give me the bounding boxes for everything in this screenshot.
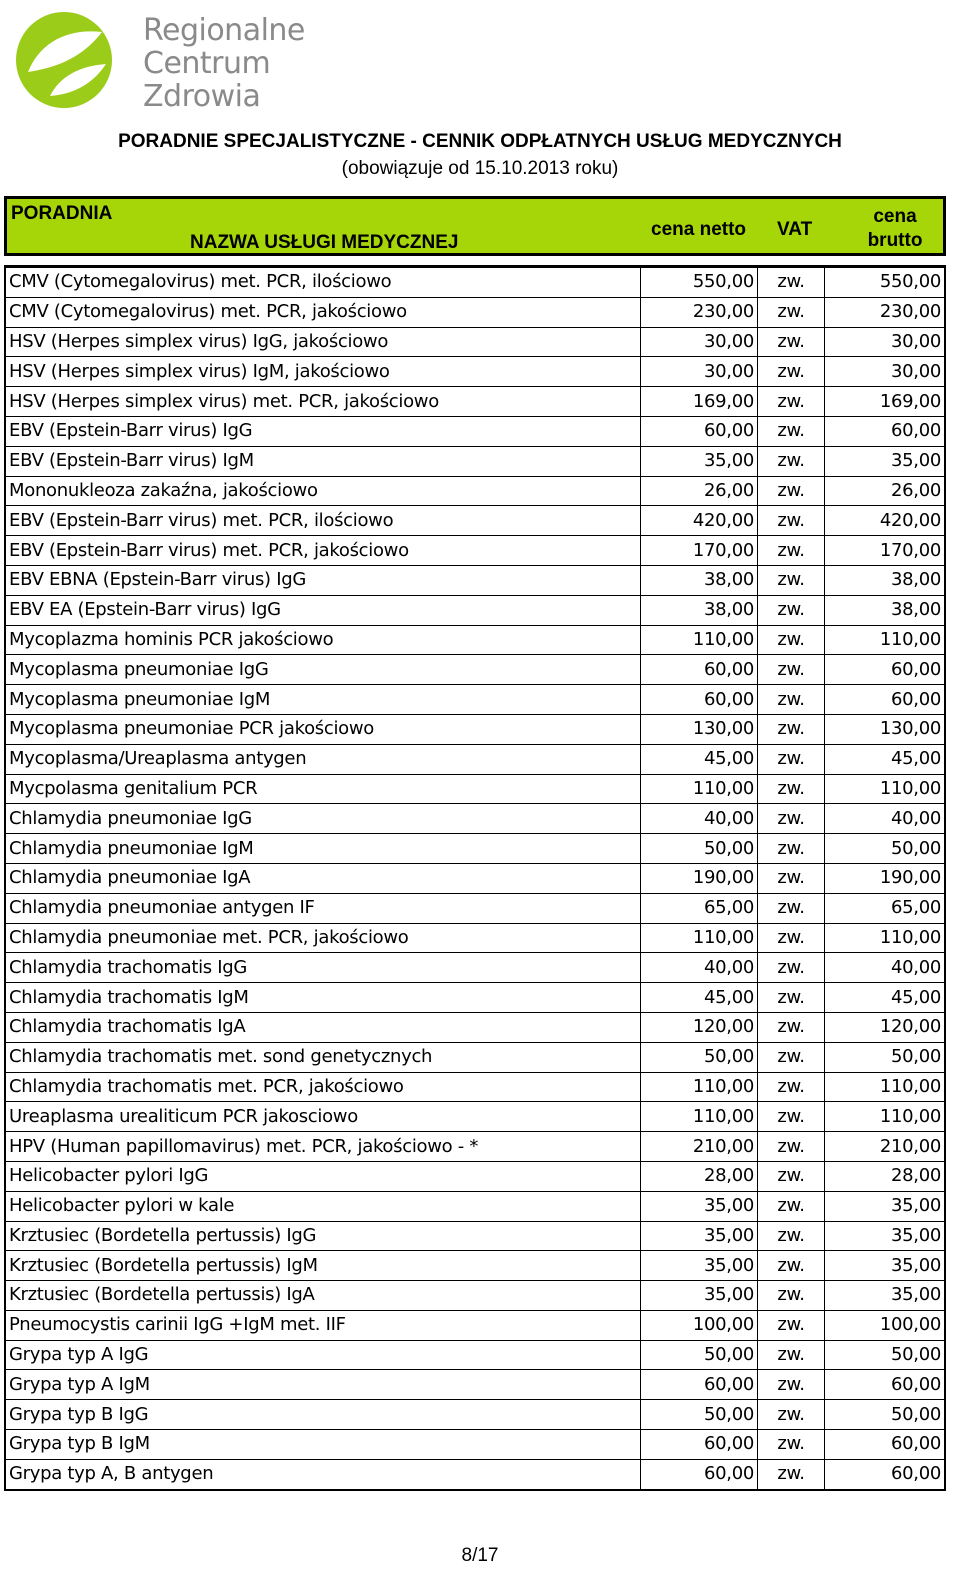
- vat-cell: zw.: [758, 834, 825, 864]
- net-price-cell: 550,00: [641, 267, 758, 298]
- service-name-cell: HSV (Herpes simplex virus) IgM, jakościowo: [5, 357, 641, 387]
- leaf-logo-icon: [10, 10, 122, 110]
- service-name-cell: Chlamydia pneumoniae antygen IF: [5, 893, 641, 923]
- service-name-cell: EBV (Epstein-Barr virus) met. PCR, ilościowo: [5, 506, 641, 536]
- table-row: [5, 267, 945, 298]
- vat-cell: zw.: [758, 953, 825, 983]
- table-row: [5, 685, 945, 715]
- gross-price-cell: 30,00: [825, 357, 946, 387]
- table-row: [5, 923, 945, 953]
- vat-cell: zw.: [758, 1161, 825, 1191]
- net-price-cell: 100,00: [641, 1310, 758, 1340]
- page-number: 8/17: [461, 1545, 499, 1566]
- table-row: [5, 1102, 945, 1132]
- table-row: [5, 1459, 945, 1489]
- vat-cell: zw.: [758, 774, 825, 804]
- vat-cell: zw.: [758, 923, 825, 953]
- net-price-cell: 60,00: [641, 1370, 758, 1400]
- vat-cell: zw.: [758, 804, 825, 834]
- net-price-cell: 110,00: [641, 774, 758, 804]
- service-name-cell: EBV EBNA (Epstein-Barr virus) IgG: [5, 565, 641, 595]
- net-price-cell: 110,00: [641, 1072, 758, 1102]
- service-name-cell: Pneumocystis carinii IgG +IgM met. IIF: [5, 1310, 641, 1340]
- net-price-cell: 230,00: [641, 297, 758, 327]
- table-row: [5, 1161, 945, 1191]
- gross-price-cell: 30,00: [825, 327, 946, 357]
- gross-price-cell: 60,00: [825, 1370, 946, 1400]
- vat-cell: zw.: [758, 416, 825, 446]
- net-price-cell: 45,00: [641, 744, 758, 774]
- service-name-cell: EBV (Epstein-Barr virus) IgM: [5, 446, 641, 476]
- table-row: [5, 625, 945, 655]
- net-price-cell: 60,00: [641, 655, 758, 685]
- table-header: [4, 196, 946, 256]
- header-poradnia: PORADNIA: [11, 203, 113, 224]
- net-price-cell: 50,00: [641, 1400, 758, 1430]
- service-name-cell: HSV (Herpes simplex virus) IgG, jakościowo: [5, 327, 641, 357]
- service-name-cell: HPV (Human papillomavirus) met. PCR, jakościowo - *: [5, 1132, 641, 1162]
- gross-price-cell: 210,00: [825, 1132, 946, 1162]
- gross-price-cell: 420,00: [825, 506, 946, 536]
- net-price-cell: 38,00: [641, 595, 758, 625]
- service-name-cell: CMV (Cytomegalovirus) met. PCR, ilościowo: [5, 267, 641, 298]
- logo-wordmark: [143, 14, 343, 113]
- document-title: PORADNIE SPECJALISTYCZNE - CENNIK ODPŁATNYCH USŁUG MEDYCZNYCH: [118, 131, 842, 152]
- table-row: [5, 655, 945, 685]
- gross-price-cell: 50,00: [825, 1340, 946, 1370]
- service-name-cell: HSV (Herpes simplex virus) met. PCR, jakościowo: [5, 387, 641, 417]
- vat-cell: zw.: [758, 983, 825, 1013]
- table-row: [5, 1012, 945, 1042]
- net-price-cell: 60,00: [641, 685, 758, 715]
- vat-cell: zw.: [758, 1102, 825, 1132]
- vat-cell: zw.: [758, 1459, 825, 1489]
- service-name-cell: Mycoplazma hominis PCR jakościowo: [5, 625, 641, 655]
- gross-price-cell: 40,00: [825, 804, 946, 834]
- table-row: [5, 416, 945, 446]
- vat-cell: zw.: [758, 1370, 825, 1400]
- table-row: [5, 893, 945, 923]
- gross-price-cell: 110,00: [825, 1102, 946, 1132]
- logo: [10, 10, 340, 115]
- table-row: [5, 1191, 945, 1221]
- net-price-cell: 35,00: [641, 1221, 758, 1251]
- gross-price-cell: 28,00: [825, 1161, 946, 1191]
- service-name-cell: Krztusiec (Bordetella pertussis) IgG: [5, 1221, 641, 1251]
- vat-cell: zw.: [758, 476, 825, 506]
- table-row: [5, 327, 945, 357]
- service-name-cell: Grypa typ B IgG: [5, 1400, 641, 1430]
- table-row: [5, 297, 945, 327]
- table-row: [5, 357, 945, 387]
- table-row: [5, 506, 945, 536]
- vat-cell: zw.: [758, 536, 825, 566]
- gross-price-cell: 35,00: [825, 1221, 946, 1251]
- service-name-cell: Grypa typ A, B antygen: [5, 1459, 641, 1489]
- vat-cell: zw.: [758, 1251, 825, 1281]
- net-price-cell: 120,00: [641, 1012, 758, 1042]
- vat-cell: zw.: [758, 863, 825, 893]
- net-price-cell: 30,00: [641, 357, 758, 387]
- service-name-cell: Chlamydia pneumoniae met. PCR, jakościowo: [5, 923, 641, 953]
- table-row: [5, 1042, 945, 1072]
- header-vat: VAT: [777, 219, 813, 240]
- table-row: [5, 565, 945, 595]
- header-gross-line-2: brutto: [867, 230, 923, 251]
- vat-cell: zw.: [758, 744, 825, 774]
- gross-price-cell: 26,00: [825, 476, 946, 506]
- gross-price-cell: 65,00: [825, 893, 946, 923]
- vat-cell: zw.: [758, 1042, 825, 1072]
- table-row: [5, 1310, 945, 1340]
- net-price-cell: 30,00: [641, 327, 758, 357]
- vat-cell: zw.: [758, 327, 825, 357]
- table-row: [5, 983, 945, 1013]
- table-row: [5, 1221, 945, 1251]
- vat-cell: zw.: [758, 595, 825, 625]
- table-row: [5, 446, 945, 476]
- table-row: [5, 536, 945, 566]
- service-name-cell: Helicobacter pylori IgG: [5, 1161, 641, 1191]
- document-subtitle: (obowiązuje od 15.10.2013 roku): [341, 158, 619, 179]
- table-row: [5, 714, 945, 744]
- vat-cell: zw.: [758, 1310, 825, 1340]
- vat-cell: zw.: [758, 1012, 825, 1042]
- net-price-cell: 50,00: [641, 1340, 758, 1370]
- net-price-cell: 420,00: [641, 506, 758, 536]
- table-row: [5, 1430, 945, 1460]
- gross-price-cell: 35,00: [825, 446, 946, 476]
- table-row: [5, 1340, 945, 1370]
- service-name-cell: Chlamydia pneumoniae IgA: [5, 863, 641, 893]
- net-price-cell: 35,00: [641, 446, 758, 476]
- service-name-cell: Chlamydia pneumoniae IgM: [5, 834, 641, 864]
- gross-price-cell: 190,00: [825, 863, 946, 893]
- vat-cell: zw.: [758, 387, 825, 417]
- header-gross-price: [855, 205, 935, 253]
- gross-price-cell: 50,00: [825, 1042, 946, 1072]
- table-row: [5, 744, 945, 774]
- service-name-cell: Chlamydia pneumoniae IgG: [5, 804, 641, 834]
- gross-price-cell: 60,00: [825, 685, 946, 715]
- service-name-cell: Chlamydia trachomatis IgA: [5, 1012, 641, 1042]
- table-row: [5, 1072, 945, 1102]
- gross-price-cell: 40,00: [825, 953, 946, 983]
- table-row: [5, 1400, 945, 1430]
- gross-price-cell: 110,00: [825, 625, 946, 655]
- header-net-price: cena netto: [651, 219, 747, 240]
- gross-price-cell: 130,00: [825, 714, 946, 744]
- vat-cell: zw.: [758, 655, 825, 685]
- service-name-cell: Mycoplasma pneumoniae IgG: [5, 655, 641, 685]
- service-name-cell: EBV EA (Epstein-Barr virus) IgG: [5, 595, 641, 625]
- gross-price-cell: 35,00: [825, 1251, 946, 1281]
- gross-price-cell: 110,00: [825, 1072, 946, 1102]
- service-name-cell: Helicobacter pylori w kale: [5, 1191, 641, 1221]
- service-name-cell: EBV (Epstein-Barr virus) met. PCR, jakościowo: [5, 536, 641, 566]
- net-price-cell: 110,00: [641, 1102, 758, 1132]
- gross-price-cell: 38,00: [825, 565, 946, 595]
- net-price-cell: 40,00: [641, 953, 758, 983]
- gross-price-cell: 45,00: [825, 744, 946, 774]
- table-row: [5, 774, 945, 804]
- net-price-cell: 28,00: [641, 1161, 758, 1191]
- logo-line-3: Zdrowia: [143, 79, 261, 114]
- service-name-cell: Chlamydia trachomatis IgG: [5, 953, 641, 983]
- table-row: [5, 1281, 945, 1311]
- net-price-cell: 170,00: [641, 536, 758, 566]
- service-name-cell: Chlamydia trachomatis IgM: [5, 983, 641, 1013]
- net-price-cell: 45,00: [641, 983, 758, 1013]
- gross-price-cell: 60,00: [825, 416, 946, 446]
- gross-price-cell: 38,00: [825, 595, 946, 625]
- net-price-cell: 169,00: [641, 387, 758, 417]
- vat-cell: zw.: [758, 1072, 825, 1102]
- net-price-cell: 26,00: [641, 476, 758, 506]
- gross-price-cell: 35,00: [825, 1281, 946, 1311]
- table-row: [5, 1132, 945, 1162]
- net-price-cell: 60,00: [641, 1459, 758, 1489]
- price-table: [4, 265, 946, 1491]
- gross-price-cell: 100,00: [825, 1310, 946, 1340]
- gross-price-cell: 170,00: [825, 536, 946, 566]
- gross-price-cell: 169,00: [825, 387, 946, 417]
- gross-price-cell: 50,00: [825, 834, 946, 864]
- logo-line-2: Centrum: [143, 46, 271, 81]
- net-price-cell: 50,00: [641, 1042, 758, 1072]
- net-price-cell: 38,00: [641, 565, 758, 595]
- net-price-cell: 210,00: [641, 1132, 758, 1162]
- net-price-cell: 50,00: [641, 834, 758, 864]
- header-service-name: NAZWA USŁUGI MEDYCZNEJ: [190, 232, 459, 253]
- table-row: [5, 863, 945, 893]
- net-price-cell: 110,00: [641, 923, 758, 953]
- gross-price-cell: 60,00: [825, 1459, 946, 1489]
- vat-cell: zw.: [758, 297, 825, 327]
- logo-line-1: Regionalne: [143, 13, 305, 48]
- vat-cell: zw.: [758, 1430, 825, 1460]
- service-name-cell: Grypa typ A IgG: [5, 1340, 641, 1370]
- vat-cell: zw.: [758, 893, 825, 923]
- service-name-cell: Grypa typ A IgM: [5, 1370, 641, 1400]
- service-name-cell: Krztusiec (Bordetella pertussis) IgM: [5, 1251, 641, 1281]
- table-row: [5, 953, 945, 983]
- vat-cell: zw.: [758, 446, 825, 476]
- vat-cell: zw.: [758, 1191, 825, 1221]
- service-name-cell: Chlamydia trachomatis met. PCR, jakościowo: [5, 1072, 641, 1102]
- gross-price-cell: 45,00: [825, 983, 946, 1013]
- service-name-cell: Chlamydia trachomatis met. sond genetycznych: [5, 1042, 641, 1072]
- vat-cell: zw.: [758, 1132, 825, 1162]
- net-price-cell: 190,00: [641, 863, 758, 893]
- gross-price-cell: 60,00: [825, 655, 946, 685]
- table-row: [5, 387, 945, 417]
- service-name-cell: Grypa typ B IgM: [5, 1430, 641, 1460]
- table-row: [5, 834, 945, 864]
- vat-cell: zw.: [758, 685, 825, 715]
- gross-price-cell: 120,00: [825, 1012, 946, 1042]
- gross-price-cell: 110,00: [825, 923, 946, 953]
- net-price-cell: 35,00: [641, 1281, 758, 1311]
- service-name-cell: Mycoplasma pneumoniae IgM: [5, 685, 641, 715]
- service-name-cell: CMV (Cytomegalovirus) met. PCR, jakościowo: [5, 297, 641, 327]
- net-price-cell: 60,00: [641, 1430, 758, 1460]
- gross-price-cell: 60,00: [825, 1430, 946, 1460]
- service-name-cell: Mycoplasma/Ureaplasma antygen: [5, 744, 641, 774]
- net-price-cell: 35,00: [641, 1191, 758, 1221]
- net-price-cell: 60,00: [641, 416, 758, 446]
- net-price-cell: 65,00: [641, 893, 758, 923]
- net-price-cell: 35,00: [641, 1251, 758, 1281]
- table-row: [5, 595, 945, 625]
- vat-cell: zw.: [758, 1281, 825, 1311]
- gross-price-cell: 550,00: [825, 267, 946, 298]
- net-price-cell: 130,00: [641, 714, 758, 744]
- gross-price-cell: 50,00: [825, 1400, 946, 1430]
- table-row: [5, 1370, 945, 1400]
- service-name-cell: Mycpolasma genitalium PCR: [5, 774, 641, 804]
- net-price-cell: 40,00: [641, 804, 758, 834]
- service-name-cell: Mononukleoza zakaźna, jakościowo: [5, 476, 641, 506]
- table-row: [5, 476, 945, 506]
- vat-cell: zw.: [758, 1221, 825, 1251]
- net-price-cell: 110,00: [641, 625, 758, 655]
- vat-cell: zw.: [758, 1340, 825, 1370]
- vat-cell: zw.: [758, 506, 825, 536]
- gross-price-cell: 230,00: [825, 297, 946, 327]
- gross-price-cell: 110,00: [825, 774, 946, 804]
- vat-cell: zw.: [758, 625, 825, 655]
- service-name-cell: Ureaplasma urealiticum PCR jakosciowo: [5, 1102, 641, 1132]
- service-name-cell: Mycoplasma pneumoniae PCR jakościowo: [5, 714, 641, 744]
- vat-cell: zw.: [758, 565, 825, 595]
- vat-cell: zw.: [758, 357, 825, 387]
- service-name-cell: Krztusiec (Bordetella pertussis) IgA: [5, 1281, 641, 1311]
- vat-cell: zw.: [758, 714, 825, 744]
- vat-cell: zw.: [758, 267, 825, 298]
- table-row: [5, 1251, 945, 1281]
- table-row: [5, 804, 945, 834]
- header-gross-line-1: cena: [873, 206, 917, 227]
- service-name-cell: EBV (Epstein-Barr virus) IgG: [5, 416, 641, 446]
- gross-price-cell: 35,00: [825, 1191, 946, 1221]
- vat-cell: zw.: [758, 1400, 825, 1430]
